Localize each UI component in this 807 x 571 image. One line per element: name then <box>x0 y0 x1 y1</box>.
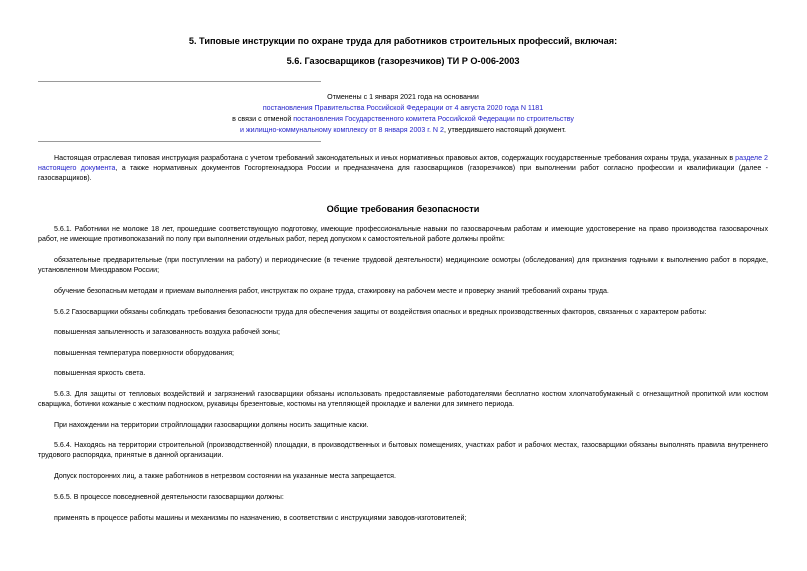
intro-text-2: , а также нормативных документов Госгортехнадзора России и предназначена для газосварщиков (газорезчиков) при выполнении работ согласно профессии и квалификации (далее - газосварщиков). <box>38 164 768 182</box>
paragraph-access: Допуск посторонних лиц, а также работников в нетрезвом состоянии на указанные места запрещается. <box>54 472 396 480</box>
paragraph-brightness: повышенная яркость света. <box>54 369 146 377</box>
gosstroy-decree-link-part2[interactable]: и жилищно-коммунальному комплексу от 8 января 2003 г. N 2 <box>240 126 444 134</box>
intro-paragraph <box>38 153 768 183</box>
document-subtitle: 5.6. Газосварщиков (газорезчиков) ТИ Р О-006-2003 <box>286 56 520 66</box>
notice-line-4-text: , утвердившего настоящий документ. <box>443 126 566 134</box>
paragraph-dust: повышенная запыленность и загазованность воздуха рабочей зоны; <box>54 328 280 336</box>
notice-line-1: Отменены с 1 января 2021 года на основании <box>327 93 479 101</box>
document-title: 5. Типовые инструкции по охране труда для работников строительных профессий, включая: <box>188 36 618 46</box>
paragraph-5-6-4: 5.6.4. Находясь на территории строительной (производственной) площадки, в производственных и бытовых помещениях, участках работ и рабочих местах, газосварщики обязаны выполнять правила внутреннего трудового распорядка, принятые в данной организации. <box>38 441 768 459</box>
gosstroy-decree-link-part1[interactable]: постановления Государственного комитета Российской Федерации по строительству <box>293 115 574 123</box>
paragraph-machines: применять в процессе работы машины и механизмы по назначению, в соответствии с инструкциями заводов-изготовителей; <box>54 514 467 522</box>
cancellation-notice <box>38 92 768 136</box>
notice-line-3 <box>38 114 768 125</box>
paragraph-helmets: При нахождении на территории стройплощадки газосварщики должны носить защитные каски. <box>54 421 369 429</box>
bottom-divider <box>38 141 321 142</box>
government-decree-link[interactable]: постановления Правительства Российской Федерации от 4 августа 2020 года N 1181 <box>262 104 544 112</box>
paragraph-5-6-2: 5.6.2 Газосварщики обязаны соблюдать требования безопасности труда для обеспечения защиты от воздействия опасных и вредных производственных факторов, связанных с характером работы: <box>54 308 707 316</box>
top-divider <box>38 81 321 82</box>
section-title: Общие требования безопасности <box>326 204 480 214</box>
paragraph-temperature: повышенная температура поверхности оборудования; <box>54 349 235 357</box>
notice-line-2 <box>38 103 768 114</box>
notice-line-4 <box>38 125 768 136</box>
document-page <box>38 0 768 571</box>
notice-line-3-text: в связи с отменой <box>232 115 294 123</box>
paragraph-medical-exams: обязательные предварительные (при поступлении на работу) и периодические (в течение трудовой деятельности) медицинские осмотры (обследования) для признания годными к выполнению работ в порядке, установленном Минздравом России; <box>38 256 768 274</box>
paragraph-training: обучение безопасным методам и приемам выполнения работ, инструктаж по охране труда, стажировку на рабочем месте и проверку знаний требований охраны труда. <box>54 287 609 295</box>
intro-text-1: Настоящая отраслевая типовая инструкция разработана с учетом требований законодательных и иных нормативных правовых актов, содержащих государственные требования охраны труда, указанных в <box>54 154 736 162</box>
paragraph-5-6-1: 5.6.1. Работники не моложе 18 лет, прошедшие соответствующую подготовку, имеющие профессиональные навыки по газосварочным работам и имеющие удостоверение на право производства газосварочных работ, не имеющие противопоказаний по полу при выполнении отдельных работ, перед допуском к самостоятельной работе должны пройти: <box>38 225 768 243</box>
section-2-link[interactable]: разделе 2 настоящего документа <box>38 154 768 172</box>
paragraph-5-6-5: 5.6.5. В процессе повседневной деятельности газосварщики должны: <box>54 493 284 501</box>
paragraph-5-6-3: 5.6.3. Для защиты от тепловых воздействий и загрязнений газосварщики обязаны использовать предоставляемые работодателями бесплатно костюм хлопчатобумажный с огнезащитной пропиткой или костюм сварщика, ботинки кожаные с жестким подноском, рукавицы брезентовые, костюмы на утепляющей прокладке и валенки для зимнего периода. <box>38 390 768 408</box>
